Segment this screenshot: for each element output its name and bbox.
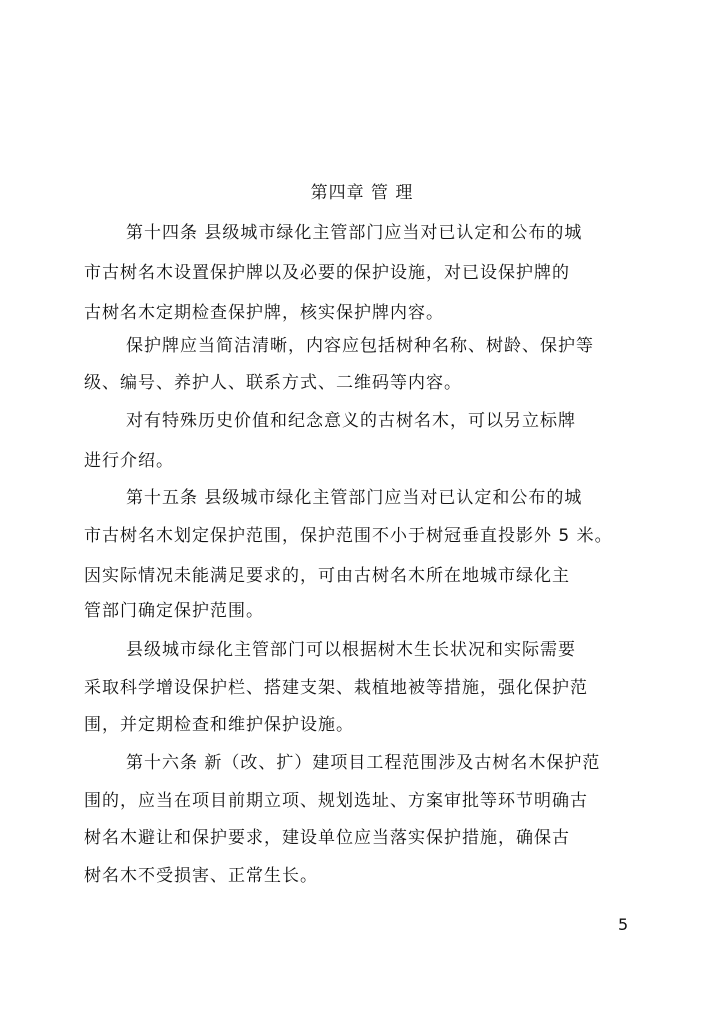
text-line: 管部门确定保护范围。 xyxy=(84,601,264,621)
text-line: 因实际情况未能满足要求的，可由古树名木所在地城市绿化主 xyxy=(84,566,570,586)
text-line: 树名木不受损害、正常生长。 xyxy=(84,866,318,886)
chapter-title: 第四章 管 理 xyxy=(310,183,414,203)
text-line: 进行介绍。 xyxy=(84,451,174,471)
text-line: 围，并定期检查和维护保护设施。 xyxy=(84,715,354,735)
text-line: 围的，应当在项目前期立项、规划选址、方案审批等环节明确古 xyxy=(84,791,588,811)
text-line: 级、编号、养护人、联系方式、二维码等内容。 xyxy=(84,373,462,393)
text-line: 对有特殊历史价值和纪念意义的古树名木，可以另立标牌 xyxy=(126,411,576,431)
text-line: 保护牌应当简洁清晰，内容应包括树种名称、树龄、保护等 xyxy=(126,336,594,356)
page-number: 5 xyxy=(618,915,629,934)
text-line: 古树名木定期检查保护牌，核实保护牌内容。 xyxy=(84,303,444,323)
text-line: 市古树名木划定保护范围，保护范围不小于树冠垂直投影外 5 米。 xyxy=(84,526,613,546)
text-line: 第十六条 新（改、扩）建项目工程范围涉及古树名木保护范 xyxy=(126,753,601,773)
text-line: 市古树名木设置保护牌以及必要的保护设施，对已设保护牌的 xyxy=(84,263,570,283)
text-line: 县级城市绿化主管部门可以根据树木生长状况和实际需要 xyxy=(126,640,576,660)
text-line: 树名木避让和保护要求，建设单位应当落实保护措施，确保古 xyxy=(84,828,570,848)
text-line: 第十五条 县级城市绿化主管部门应当对已认定和公布的城 xyxy=(126,488,583,508)
text-line: 第十四条 县级城市绿化主管部门应当对已认定和公布的城 xyxy=(126,223,583,243)
text-line: 采取科学增设保护栏、搭建支架、栽植地被等措施，强化保护范 xyxy=(84,678,588,698)
